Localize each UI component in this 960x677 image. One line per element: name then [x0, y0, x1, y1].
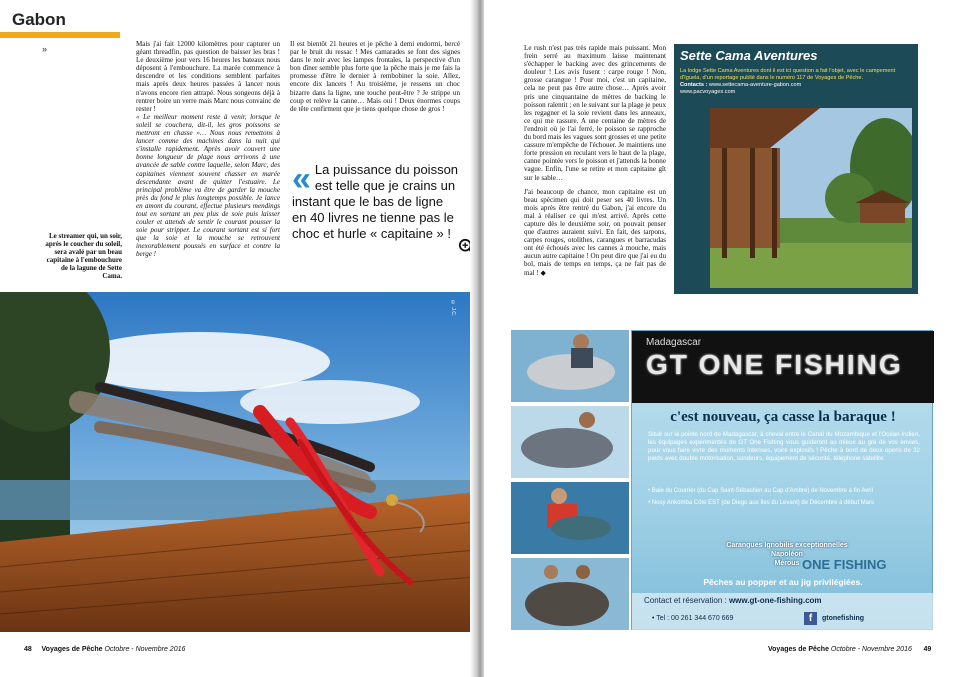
ad-photo-1	[511, 330, 629, 402]
facebook-icon[interactable]: f	[804, 612, 817, 625]
ad-contact	[644, 596, 822, 605]
ad-boat-watermark: ONE FISHING	[802, 557, 887, 572]
left-page	[0, 0, 476, 677]
box-text	[680, 68, 912, 96]
magazine-name: Voyages de Pêche	[41, 646, 103, 653]
box-description: La lodge Sette Cama Aventures dont il est ici question a fait l'objet, avec le campement d'Iguela, d'un reportage publié dans le numéro 117 de Voyages de Pêche.	[680, 68, 896, 81]
paragraph: J'ai beaucoup de chance, mon capitaine est un beau spécimen qui doit peser ses 40 livres. Un mois après être rentré du Gabon, j'ai encore du mal à réaliser ce qui m'est arrivé. Après cette capture dès le deuxième soir, on pouvait penser que d'autres auraient suivi. En fait, des tarpons, carpes rouges, otolithes, carangues et barracudas ont été échoués avec les cannes à mouche, mais aucun autre capitaine ! On peut dire que j'ai eu du bol, mais de temps en temps, ça ne fait pas de mal ! ◆	[524, 187, 666, 277]
paragraph: « Le meilleur moment reste à venir, lorsque le soleil se couchera, dit-il, les gros poissons se mettront en chasse »… Nous nous remettons à lancer comme des machines dans la nuit qui s'installe rapidement. Après avoir couvert une bonne longueur de plage nous arrivons à une avancée de sable contre laquelle, selon Marc, des capitaines viennent souvent chasser en marée descendante avant de quitter l'estuaire. Le principal problème va être de garder la mouche près du fond le plus longtemps possible. Je lance en amont du courant, effectue plusieurs mendings tout en sortant un peu plus de soie puis laisser couler et attends de sentir le courant pousser la soie pour stripper. Le courant sortant est si fort que la soie et la mouche se retrouvent inexorablement poussés en surface et contre la berge !	[136, 112, 280, 259]
chevron-right-icon: »	[42, 44, 48, 54]
page-number: 48	[24, 646, 32, 653]
pull-quote-text: La puissance du poisson est telle que je crains un instant que le bas de ligne en 40 livres ne tienne pas le choc et hurle « capitaine » !	[292, 162, 459, 241]
ad-phone: • Tel : 00 261 344 670 669	[652, 615, 734, 622]
box-title: Sette Cama Aventures	[680, 48, 818, 63]
species-item: Mérous	[774, 560, 800, 567]
box-contact-url-2[interactable]: www.pacvoyages.com	[680, 89, 736, 95]
article-column-3	[524, 44, 666, 277]
photo-caption: Le streamer qui, un soir, après le coucher du soleil, sera avalé par un beau capitaine à l'embouchure de la lagune de Sette Cama.	[45, 232, 122, 280]
page-number: 49	[923, 646, 932, 653]
paragraph: Mais j'ai fait 12000 kilomètres pour capturer un géant threadfin, pas question de baisser les bras ! Le deuxième jour vers 16 heures les bateaux nous déposent à l'embouchure. La marée commence à descendre et les conditions semblent parfaites mais après deux heures passées à lancer nous n'avons encore rien attrapé. Nous songeons déjà à rentrer boire un verre mais Marc nous convainc de rester !	[136, 40, 280, 113]
ad-header	[632, 331, 934, 403]
ad-photo-4	[511, 558, 629, 630]
ad-contact-bar	[632, 593, 934, 631]
section-accent-bar	[0, 32, 120, 38]
issue-date: Octobre - Novembre 2016	[104, 646, 186, 653]
ad-slogan: Pêches au popper et au jig privilégiées.	[703, 577, 863, 587]
issue-date: Octobre - Novembre 2016	[830, 646, 912, 653]
ad-photo-2	[511, 406, 629, 478]
list-item: • Nosy Ankomba Côte EST (de Diego aux îles du Levant) de Décembre à début Mars	[648, 500, 875, 506]
footer-left	[24, 646, 185, 653]
facebook-handle[interactable]: gtonefishing	[822, 615, 864, 622]
box-contacts-label: Contacts :	[680, 82, 708, 88]
article-column-2	[290, 40, 460, 113]
lodge-photo	[710, 108, 912, 288]
paragraph: Il est bientôt 21 heures et je pêche à demi endormi, bercé par le bruit du ressac ! Mes camarades se font des signes dans le noir avec les lampes frontales, la perspective d'un bon dîner semble plus forte que la pêche mais je me fais la promesse d'être le dernier à rembobiner la soie. Allez, encore dix lancers ! Au troisième, je ressens un choc bizarre dans la ligne, une touche peut-être ? Je strippe un coup et relève la canne… Mais oui ! Deux énormes coups de tête confirment que je tiens quelque chose de gros !	[290, 40, 460, 113]
ad-brand-logo: GT ONE FISHING	[646, 349, 903, 380]
quote-mark-icon: «	[292, 160, 311, 198]
list-item: • Baie du Courrier (du Cap Saint-Sébastien au Cap d'Ambre) de Novembre à fin Avril	[648, 488, 873, 494]
ad-panel	[631, 330, 933, 630]
species-item: Carangues Ignobilis exceptionnelles	[726, 542, 848, 549]
paragraph: Le rush n'est pas très rapide mais puissant. Mon frein serré au maximum laisse maintenant s'échapper le backing avec des grincements de douleur ! Les avis fusent : carpe rouge ! Non, grosse carangue ! Pour moi, c'est un capitaine, cela ne peut pas être autre chose… Après avoir pris une cinquantaine de mètres de backing le poisson ralentit ; en le suivant sur la plage je peux les regagner et la soie revient dans les anneaux, ce qui me rassure. A une centaine de mètres de l'endroit où je l'ai ferré, le poisson se rapproche du bord mais les vagues sont grosses et une petite cassure m'empêche de l'échouer. Je maintiens une forte pression en reculant vers le haut de la plage, canne pointée vers le poisson et j'attends la bonne vague. Enfin, l'une se retire et mon capitaine gît sur le sable…	[524, 44, 666, 182]
ad-region: Madagascar	[646, 337, 702, 348]
pull-quote	[292, 162, 460, 242]
streamer-fly-photo	[0, 292, 476, 632]
photo-credit: © J.C.	[450, 300, 456, 317]
section-title: Gabon	[12, 10, 66, 29]
ad-photo-3	[511, 482, 629, 554]
ad-tagline: c'est nouveau, ça casse la baraque !	[670, 409, 896, 425]
ad-bullets	[648, 487, 920, 511]
gt-one-fishing-ad[interactable]	[511, 330, 933, 630]
footer-right	[768, 646, 931, 653]
contact-url[interactable]: www.gt-one-fishing.com	[728, 596, 822, 605]
box-contact-url[interactable]: www.settecama-aventure-gabon.com	[708, 82, 802, 88]
ad-description: Situé sur la pointe nord de Madagascar, à cheval entre le Canal du Mozambique et l'Océan Indien, les équipages expérimentés de GT One Fishing vous guideront au mieux au gré de vos envies, pour vous faire vivre des moments intenses, voire explosifs ! Pêche à bord de deux opens de 32 pieds avec double motorisation, sondeurs, équipement de sécurité, téléphone satellite.	[648, 431, 920, 462]
species-item: Napoléon	[771, 551, 803, 558]
sette-cama-box	[674, 44, 918, 294]
contact-label: Contact et réservation :	[644, 596, 727, 605]
magazine-name: Voyages de Pêche	[768, 646, 829, 653]
article-column-1	[136, 40, 280, 259]
